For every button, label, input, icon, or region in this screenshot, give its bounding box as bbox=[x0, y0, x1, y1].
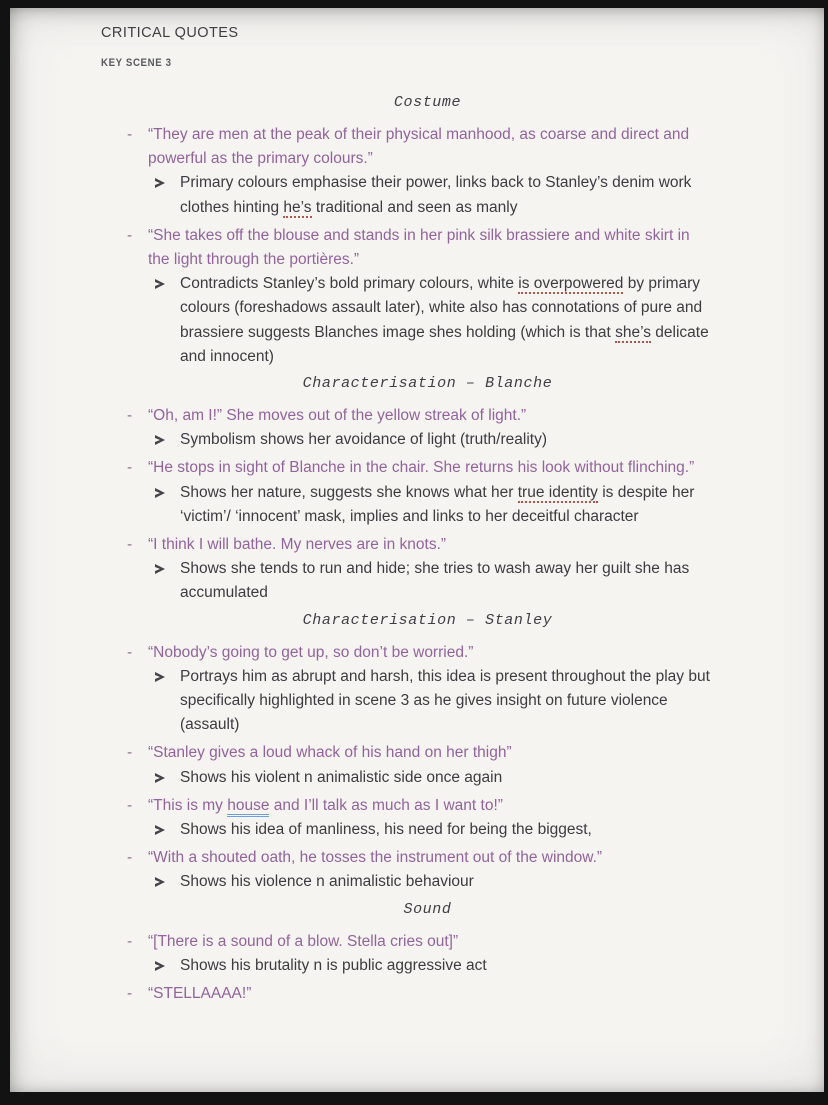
quote-text bbox=[148, 533, 446, 557]
quote-item bbox=[101, 741, 754, 765]
text-line bbox=[180, 689, 710, 713]
text-line bbox=[148, 224, 690, 248]
quote-item bbox=[101, 846, 754, 870]
quote-text bbox=[148, 930, 458, 954]
section-heading: Costume bbox=[393, 94, 462, 111]
dash-bullet-icon: - bbox=[127, 126, 133, 143]
arrow-bullet-icon bbox=[155, 435, 166, 446]
page-content bbox=[10, 8, 824, 1006]
text-segment: “He stops in sight of Blanche in the chair. She returns his look without flinching.” bbox=[148, 459, 695, 477]
text-segment: specifically highlighted in scene 3 as he gives insight on future violence bbox=[180, 692, 668, 710]
text-segment: is despite her bbox=[597, 483, 695, 501]
analysis-item bbox=[101, 954, 754, 978]
text-segment: and I’ll talk as much as I want to!” bbox=[269, 796, 503, 814]
analysis-text bbox=[180, 954, 487, 978]
text-segment: powerful as the primary colours.” bbox=[148, 150, 373, 168]
text-line bbox=[180, 481, 694, 505]
analysis-item bbox=[101, 481, 754, 529]
text-line bbox=[180, 818, 592, 842]
quote-item bbox=[101, 982, 754, 1006]
text-segment: traditional and seen as manly bbox=[311, 198, 518, 216]
arrow-bullet-icon bbox=[155, 877, 166, 888]
analysis-item bbox=[101, 272, 754, 369]
text-line bbox=[180, 321, 709, 345]
analysis-text bbox=[180, 766, 502, 790]
text-line bbox=[180, 296, 709, 320]
text-segment: Shows her nature, suggests she knows what her bbox=[180, 483, 518, 501]
quote-text bbox=[148, 982, 251, 1006]
arrow-bullet-icon bbox=[155, 488, 166, 499]
text-segment: “I think I will bathe. My nerves are in knots.” bbox=[148, 536, 447, 554]
quote-item bbox=[101, 123, 754, 171]
text-line bbox=[148, 846, 602, 870]
quote-item bbox=[101, 404, 754, 428]
quote-text bbox=[148, 641, 473, 665]
quote-text bbox=[148, 123, 689, 171]
text-line bbox=[148, 147, 689, 171]
analysis-text bbox=[180, 481, 694, 529]
text-line bbox=[180, 713, 710, 737]
text-segment: by primary bbox=[623, 275, 701, 293]
text-line bbox=[148, 456, 694, 480]
dash-bullet-icon: - bbox=[127, 796, 133, 814]
text-segment: (assault) bbox=[180, 716, 240, 734]
analysis-item bbox=[101, 171, 754, 219]
quote-item bbox=[101, 456, 754, 480]
quote-item bbox=[101, 224, 754, 272]
analysis-item bbox=[101, 870, 754, 894]
text-line bbox=[180, 196, 691, 220]
section-heading: Characterisation – Blanche bbox=[302, 375, 553, 393]
quote-item bbox=[101, 930, 754, 954]
arrow-bullet-icon bbox=[155, 279, 166, 290]
section-heading: Sound bbox=[403, 900, 452, 918]
analysis-text bbox=[180, 272, 709, 369]
document-page bbox=[10, 8, 824, 1092]
section-heading: Characterisation – Stanley bbox=[302, 611, 553, 629]
document-title: CRITICAL QUOTES bbox=[101, 25, 239, 41]
text-segment: Contradicts Stanley’s bold primary colours, white bbox=[180, 275, 519, 293]
quote-text bbox=[148, 224, 690, 272]
analysis-text bbox=[180, 428, 547, 452]
analysis-item bbox=[101, 428, 754, 452]
quote-text bbox=[148, 456, 694, 480]
quote-text bbox=[148, 404, 526, 428]
arrow-bullet-icon bbox=[155, 178, 166, 189]
text-line bbox=[180, 954, 487, 978]
quote-item bbox=[101, 794, 754, 818]
text-segment: colours (foreshadows assault later), white also has connotations of pure and bbox=[180, 299, 703, 317]
text-line bbox=[180, 665, 710, 689]
text-segment: “STELLAAAA!” bbox=[148, 985, 252, 1003]
text-line bbox=[148, 982, 251, 1006]
text-segment: “Nobody’s going to get up, so don’t be worried.” bbox=[148, 643, 474, 661]
text-segment: Symbolism shows her avoidance of light (truth/reality) bbox=[180, 431, 547, 449]
analysis-text bbox=[180, 870, 474, 894]
arrow-bullet-icon bbox=[155, 961, 166, 972]
section-2 bbox=[101, 610, 754, 895]
text-segment: Shows his brutality n is public aggressive act bbox=[180, 956, 487, 974]
text-line bbox=[180, 171, 691, 195]
text-segment: ‘victim’/ ‘innocent’ mask, implies and links to her deceitful character bbox=[180, 507, 639, 525]
text-segment: Portrays him as abrupt and harsh, this idea is present throughout the play but bbox=[180, 667, 710, 685]
text-line bbox=[148, 533, 446, 557]
analysis-text bbox=[180, 171, 691, 219]
analysis-item bbox=[101, 665, 754, 738]
text-segment: “[There is a sound of a blow. Stella cries out]” bbox=[148, 932, 459, 950]
analysis-item bbox=[101, 766, 754, 790]
text-line bbox=[180, 505, 694, 529]
section-1 bbox=[101, 373, 754, 606]
grammar-flagged-word: house bbox=[227, 797, 269, 817]
text-line bbox=[180, 428, 547, 452]
text-line bbox=[148, 123, 689, 147]
dash-bullet-icon: - bbox=[127, 536, 133, 554]
misspelled-word: is overpowered bbox=[518, 275, 624, 293]
analysis-text bbox=[180, 557, 689, 605]
text-segment: Primary colours emphasise their power, links back to Stanley’s denim work bbox=[180, 174, 692, 192]
text-line bbox=[148, 641, 473, 665]
quote-item bbox=[101, 641, 754, 665]
arrow-bullet-icon bbox=[155, 564, 166, 575]
analysis-item bbox=[101, 818, 754, 842]
text-segment: “Stanley gives a loud whack of his hand on her thigh” bbox=[148, 744, 512, 762]
text-segment: “Oh, am I!” She moves out of the yellow streak of light.” bbox=[148, 407, 527, 425]
text-segment: “With a shouted oath, he tosses the instrument out of the window.” bbox=[148, 849, 603, 867]
text-line bbox=[180, 870, 474, 894]
section-3 bbox=[101, 899, 754, 1007]
text-segment: accumulated bbox=[180, 584, 268, 602]
misspelled-word: true identity bbox=[517, 483, 598, 501]
misspelled-word: he’s bbox=[283, 198, 312, 216]
text-segment: brassiere suggests Blanches image shes holding (which is that bbox=[180, 323, 616, 341]
quote-text bbox=[148, 846, 602, 870]
text-line bbox=[180, 345, 709, 369]
text-line bbox=[180, 766, 502, 790]
text-line bbox=[180, 557, 689, 581]
section-0 bbox=[101, 92, 754, 369]
dash-bullet-icon: - bbox=[127, 226, 133, 244]
dash-bullet-icon: - bbox=[127, 932, 133, 950]
text-segment: “They are men at the peak of their physical manhood, as coarse and direct and bbox=[148, 126, 690, 143]
dash-bullet-icon: - bbox=[127, 985, 133, 1003]
dash-bullet-icon: - bbox=[127, 459, 133, 477]
text-line bbox=[148, 930, 458, 954]
text-line bbox=[148, 794, 503, 818]
arrow-bullet-icon bbox=[155, 825, 166, 836]
dash-bullet-icon: - bbox=[127, 407, 133, 425]
text-segment: delicate bbox=[651, 323, 709, 341]
text-line bbox=[148, 248, 690, 272]
dash-bullet-icon: - bbox=[127, 744, 133, 762]
arrow-bullet-icon bbox=[155, 672, 166, 683]
quote-text bbox=[148, 741, 512, 765]
text-segment: Shows his violent n animalistic side once again bbox=[180, 768, 503, 786]
text-line bbox=[180, 581, 689, 605]
quote-item bbox=[101, 533, 754, 557]
text-segment: Shows she tends to run and hide; she tries to wash away her guilt she has bbox=[180, 560, 690, 578]
text-line bbox=[180, 272, 709, 296]
document-subtitle: KEY SCENE 3 bbox=[101, 56, 172, 70]
text-segment: the light through the portières.” bbox=[148, 251, 360, 269]
dash-bullet-icon: - bbox=[127, 849, 133, 867]
text-segment: “This is my bbox=[148, 796, 228, 814]
text-segment: Shows his violence n animalistic behaviour bbox=[180, 873, 474, 891]
dash-bullet-icon: - bbox=[127, 643, 133, 661]
quote-text bbox=[148, 794, 503, 818]
text-segment: Shows his idea of manliness, his need for being the biggest, bbox=[180, 821, 592, 839]
analysis-text bbox=[180, 665, 710, 738]
analysis-text bbox=[180, 818, 592, 842]
text-line bbox=[148, 404, 526, 428]
text-segment: “She takes off the blouse and stands in her pink silk brassiere and white skirt in bbox=[148, 226, 690, 244]
misspelled-word: she’s bbox=[615, 323, 651, 341]
analysis-item bbox=[101, 557, 754, 605]
arrow-bullet-icon bbox=[155, 773, 166, 784]
text-segment: clothes hinting bbox=[180, 198, 284, 216]
document-body bbox=[101, 92, 754, 1006]
text-line bbox=[148, 741, 512, 765]
text-segment: and innocent) bbox=[180, 347, 274, 365]
